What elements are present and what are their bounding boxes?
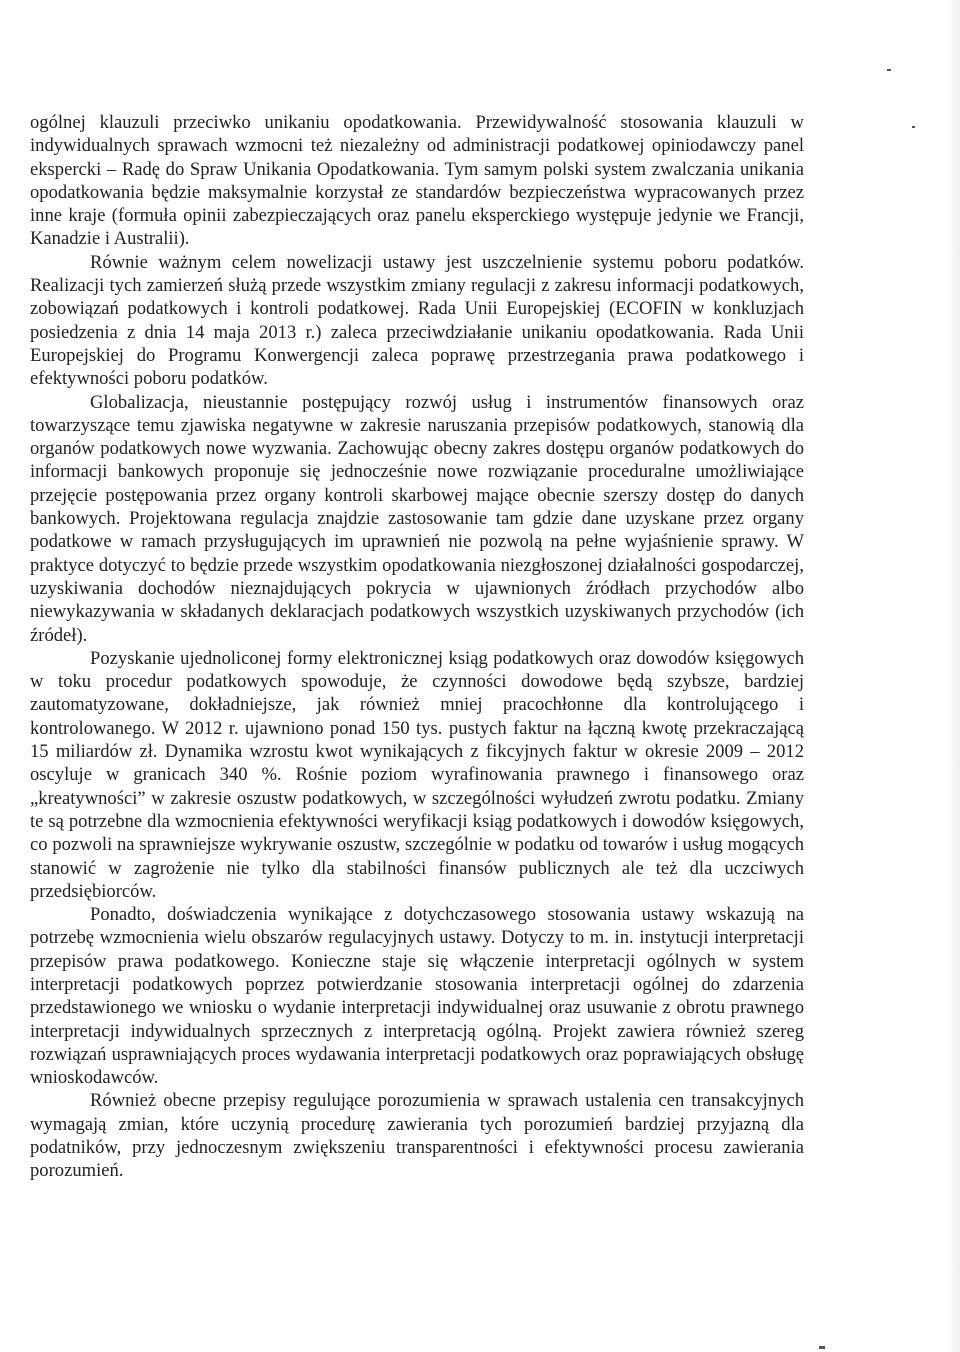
scan-edge-shadow	[946, 0, 960, 1352]
paragraph-6: Również obecne przepisy regulujące porozumienia w sprawach ustalenia cen transakcyjnych wymagają zmian, które uczynią procedurę zawierania tych porozumień bardziej przyjazną dla podatników, przy jednoczesnym zwiększeniu transparentności i efektywności procesu zawierania porozumień.	[30, 1090, 804, 1182]
paragraph-3: Globalizacja, nieustannie postępujący rozwój usług i instrumentów finansowych oraz towarzyszące temu zjawiska negatywne w zakresie naruszania przepisów podatkowych, stanowią dla organów podatkowych nowe wyzwania. Zachowując obecny zakres dostępu organów podatkowych do informacji bankowych proponuje się jednocześnie nowe rozwiązanie proceduralne umożliwiające przejęcie postępowania przez organy kontroli skarbowej mające obecnie szerszy dostęp do danych bankowych. Projektowana regulacja znajdzie zastosowanie tam gdzie dane uzyskane przez organy podatkowe w ramach przysługujących im uprawnień nie pozwolą na pełne wyjaśnienie sprawy. W praktyce dotyczyć to będzie przede wszystkim opodatkowania niezgłoszonej działalności gospodarczej, uzyskiwania dochodów nieznajdujących pokrycia w ujawnionych źródłach przychodów albo niewykazywania w składanych deklaracjach podatkowych wszystkich uzyskiwanych przychodów (ich źródeł).	[30, 391, 804, 646]
scan-speck	[887, 69, 891, 71]
paragraph-4: Pozyskanie ujednoliconej formy elektronicznej ksiąg podatkowych oraz dowodów księgowych w toku procedur podatkowych spowoduje, że czynności dowodowe będą szybsze, bardziej zautomatyzowane, dokładniejsze, jak również mniej pracochłonne dla kontrolującego i kontrolowanego. W 2012 r. ujawniono ponad 150 tys. pustych faktur na łączną kwotę przekraczającą 15 miliardów zł. Dynamika wzrostu kwot wynikających z fikcyjnych faktur w okresie 2009 – 2012 oscyluje w granicach 340 %. Rośnie poziom wyrafinowania prawnego i finansowego oraz „kreatywności” w zakresie oszustw podatkowych, w szczególności wyłudzeń zwrotu podatku. Zmiany te są potrzebne dla wzmocnienia efektywności weryfikacji ksiąg podatkowych i dowodów księgowych, co pozwoli na sprawniejsze wykrywanie oszustw, szczególnie w podatku od towarów i usług mogących stanowić w zagrożenie nie tylko dla stabilności finansów publicznych ale też dla uczciwych przedsiębiorców.	[30, 647, 804, 902]
paragraph-5: Ponadto, doświadczenia wynikające z dotychczasowego stosowania ustawy wskazują na potrzebę wzmocnienia wielu obszarów regulacyjnych ustawy. Dotyczy to m. in. instytucji interpretacji przepisów prawa podatkowego. Konieczne staje się włączenie interpretacji ogólnych w system interpretacji podatkowych poprzez potwierdzanie stosowania interpretacji ogólnej do zdarzenia przedstawionego we wniosku o wydanie interpretacji indywidualnej oraz usuwanie z obrotu prawnego interpretacji indywidualnych sprzecznych z interpretacją ogólną. Projekt zawiera również szereg rozwiązań usprawniających proces wydawania interpretacji podatkowych oraz poprawiających obsługę wnioskodawców.	[30, 904, 804, 1089]
scan-speck	[912, 126, 915, 128]
paragraph-1: ogólnej klauzuli przeciwko unikaniu opodatkowania. Przewidywalność stosowania klauzuli w indywidualnych sprawach wzmocni też niezależny od administracji podatkowej opiniodawczy panel ekspercki – Radę do Spraw Unikania Opodatkowania. Tym samym polski system zwalczania unikania opodatkowania będzie maksymalnie korzystał ze standardów bezpieczeństwa wypracowanych przez inne kraje (formuła opinii zabezpieczających oraz panelu eksperckiego występuje jedynie we Francji, Kanadzie i Australii).	[30, 112, 804, 250]
paragraph-2: Równie ważnym celem nowelizacji ustawy jest uszczelnienie systemu poboru podatków. Realizacji tych zamierzeń służą przede wszystkim zmiany regulacji z zakresu informacji podatkowych, zobowiązań podatkowych i kontroli podatkowej. Rada Unii Europejskiej (ECOFIN w konkluzjach posiedzenia z dnia 14 maja 2013 r.) zaleca przeciwdziałanie unikaniu opodatkowania. Rada Unii Europejskiej do Programu Konwergencji zaleca poprawę przestrzegania prawa podatkowego i efektywności poboru podatków.	[30, 251, 804, 390]
body-text	[30, 111, 804, 1183]
scan-speck	[819, 1346, 825, 1349]
